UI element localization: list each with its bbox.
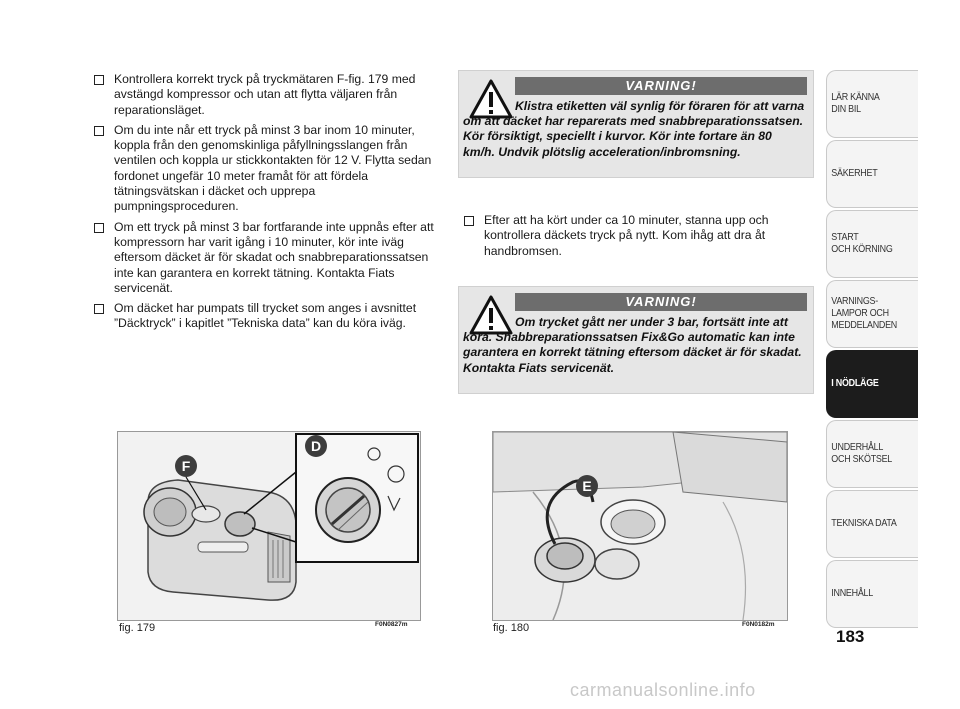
bullet-text: Om däcket har pumpats till trycket som anges i avsnittet ”Däcktryck” i kapitlet ”Tekniska data” kan du köra iväg. [114, 301, 417, 331]
checkbox-bullet-icon [464, 216, 474, 226]
left-column [92, 72, 442, 337]
compressor-illustration [118, 432, 420, 620]
bullet-item [462, 213, 807, 259]
middle-column [462, 213, 807, 264]
tab-lar-kanna[interactable]: LÄR KÄNNA DIN BIL [826, 70, 918, 138]
warning-box-pressure [458, 286, 814, 394]
tab-underhall[interactable]: UNDERHÅLL OCH SKÖTSEL [826, 420, 918, 488]
marker-d: D [310, 438, 322, 454]
socket-illustration [493, 432, 787, 620]
marker-e: E [582, 478, 592, 494]
bullet-text: Efter att ha kört under ca 10 minuter, stanna upp och kontrollera däckets tryck på nytt. Kom ihåg att dra åt handbromsen. [484, 213, 769, 258]
checkbox-bullet-icon [94, 126, 104, 136]
bullet-item [92, 72, 442, 118]
warning-title: VARNING! [515, 293, 807, 311]
tab-sakerhet[interactable]: SÄKERHET [826, 140, 918, 208]
bullet-text: Om du inte når ett tryck på minst 3 bar inom 10 minuter, koppla från den genomskinliga påfyllningsslangen från ventilen och koppla ur stickkontakten för 12 V. Flytta sedan fordonet ungefär 10 meter framåt för att fördela tätningsvätskan i däcket och upprepa pumpningsproceduren. [114, 122, 432, 214]
tab-start[interactable]: START OCH KÖRNING [826, 210, 918, 278]
tab-i-nodlage[interactable]: I NÖDLÄGE [826, 350, 918, 418]
figure-180-socket [492, 431, 788, 621]
marker-f: F [181, 458, 191, 474]
figure-caption: fig. 179 [119, 622, 156, 634]
page-number: 183 [836, 627, 865, 646]
figure-caption: fig. 180 [493, 622, 530, 634]
warning-title: VARNING! [515, 77, 807, 95]
chapter-tabs [826, 70, 918, 630]
figure-code: F0N0182m [742, 621, 775, 628]
warning-text: Klistra etiketten väl synlig för föraren för att varna om att däcket har reparerats med snabbreparationssatsen. Kör försiktigt, speciellt i kurvor. Kör inte fortare än 80 km/h. Undvik plötslig acceleration/inbromsning. [463, 99, 805, 159]
bullet-item [92, 220, 442, 296]
checkbox-bullet-icon [94, 75, 104, 85]
figure-code: F0N0827m [375, 621, 408, 628]
tab-innehall[interactable]: INNEHÅLL [826, 560, 918, 628]
tab-tekniska-data[interactable]: TEKNISKA DATA [826, 490, 918, 558]
watermark: carmanualsonline.info [570, 680, 756, 700]
checkbox-bullet-icon [94, 304, 104, 314]
bullet-item [92, 301, 442, 332]
tab-varningslampor[interactable]: VARNINGS- LAMPOR OCH MEDDELANDEN [826, 280, 918, 348]
bullet-text: Kontrollera korrekt tryck på tryckmätaren F-fig. 179 med avstängd kompressor och utan att flytta väljaren från reparationsläget. [114, 72, 416, 117]
figure-179-compressor [117, 431, 421, 621]
bullet-item [92, 123, 442, 215]
checkbox-bullet-icon [94, 223, 104, 233]
warning-box-sticker [458, 70, 814, 178]
warning-text: Om trycket gått ner under 3 bar, fortsätt inte att köra. Snabbreparationssatsen Fix&Go automatic kan inte garantera en korrekt tätning eftersom däcket är för skadat. Kontakta Fiats servicenät. [463, 315, 802, 375]
bullet-text: Om ett tryck på minst 3 bar fortfarande inte uppnås efter att kompressorn har varit igång i 10 minuter, kör inte iväg eftersom däcket är för skadat och snabbreparationssatsen inte kan garantera en korrekt tätning. Kontakta Fiats servicenät. [114, 219, 434, 295]
